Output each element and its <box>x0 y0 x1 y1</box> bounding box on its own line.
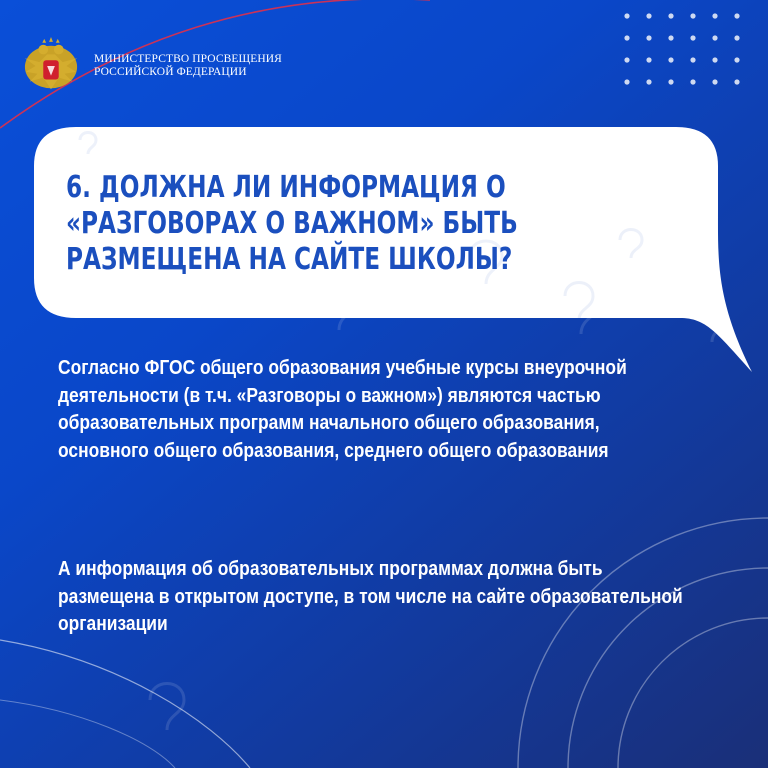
ministry-name-line1: МИНИСТЕРСТВО ПРОСВЕЩЕНИЯ <box>94 53 282 65</box>
answer-paragraph-1: Согласно ФГОС общего образования учебные курсы внеурочной деятельности (в т.ч. «Разговоры о важном») являются частью образовательных программ начального общего образования, основного общего образования, среднего общего образования <box>58 356 627 462</box>
question-heading: 6. ДОЛЖНА ЛИ ИНФОРМАЦИЯ О «РАЗГОВОРАХ О ВАЖНОМ» БЫТЬ РАЗМЕЩЕНА НА САЙТЕ ШКОЛЫ? <box>66 170 518 277</box>
answer-paragraph-2: А информация об образовательных программах должна быть размещена в открытом доступе, в том числе на сайте образовательной организации <box>58 557 683 635</box>
ministry-name-line2: РОССИЙСКОЙ ФЕДЕРАЦИИ <box>94 66 247 78</box>
